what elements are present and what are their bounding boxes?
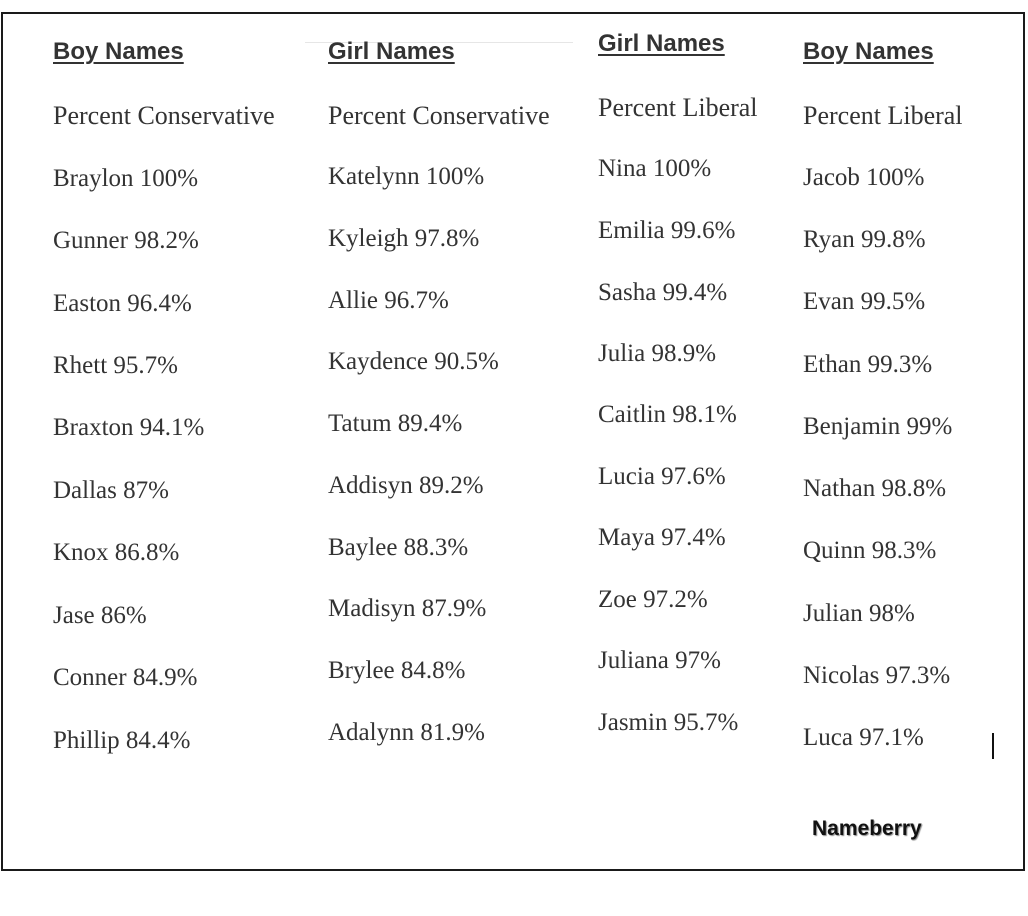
name-entry: Nina 100% xyxy=(598,155,712,182)
name-entry: Brylee 84.8% xyxy=(328,657,466,684)
name-entry: Evan 99.5% xyxy=(803,288,926,315)
name-entry: Emilia 99.6% xyxy=(598,217,736,244)
name-entry: Allie 96.7% xyxy=(328,287,449,314)
name-entry: Julian 98% xyxy=(803,600,915,627)
text-cursor xyxy=(992,733,994,759)
name-entry: Madisyn 87.9% xyxy=(328,595,487,622)
name-entry: Sasha 99.4% xyxy=(598,279,728,306)
name-entry: Quinn 98.3% xyxy=(803,537,937,564)
name-table-frame xyxy=(1,12,1025,871)
column-subheading: Percent Liberal xyxy=(598,93,758,122)
name-entry: Ethan 99.3% xyxy=(803,351,933,378)
name-entry: Adalynn 81.9% xyxy=(328,719,485,746)
name-entry: Easton 96.4% xyxy=(53,290,192,317)
name-entry: Kaydence 90.5% xyxy=(328,348,499,375)
name-entry: Jase 86% xyxy=(53,602,147,629)
name-entry: Nathan 98.8% xyxy=(803,475,947,502)
name-entry: Phillip 84.4% xyxy=(53,727,191,754)
source-credit: Nameberry xyxy=(812,817,922,840)
name-entry: Braylon 100% xyxy=(53,165,199,192)
name-entry: Ryan 99.8% xyxy=(803,226,926,253)
name-entry: Lucia 97.6% xyxy=(598,463,726,490)
name-entry: Benjamin 99% xyxy=(803,413,953,440)
column-heading: Girl Names xyxy=(598,30,725,57)
name-entry: Luca 97.1% xyxy=(803,724,924,751)
name-entry: Baylee 88.3% xyxy=(328,534,469,561)
name-entry: Gunner 98.2% xyxy=(53,227,199,254)
column-heading: Girl Names xyxy=(328,38,455,65)
name-entry: Julia 98.9% xyxy=(598,340,717,367)
name-entry: Juliana 97% xyxy=(598,647,721,674)
name-entry: Tatum 89.4% xyxy=(328,410,463,437)
name-entry: Nicolas 97.3% xyxy=(803,662,951,689)
name-entry: Zoe 97.2% xyxy=(598,586,708,613)
column-subheading: Percent Conservative xyxy=(328,101,550,130)
column-heading: Boy Names xyxy=(53,38,184,65)
name-entry: Maya 97.4% xyxy=(598,524,726,551)
name-entry: Dallas 87% xyxy=(53,477,169,504)
column-subheading: Percent Liberal xyxy=(803,101,963,130)
name-entry: Kyleigh 97.8% xyxy=(328,225,480,252)
name-entry: Knox 86.8% xyxy=(53,539,180,566)
name-entry: Rhett 95.7% xyxy=(53,352,178,379)
name-entry: Caitlin 98.1% xyxy=(598,401,737,428)
name-entry: Braxton 94.1% xyxy=(53,414,205,441)
column-subheading: Percent Conservative xyxy=(53,101,275,130)
column-heading: Boy Names xyxy=(803,38,934,65)
name-entry: Conner 84.9% xyxy=(53,664,198,691)
name-entry: Jasmin 95.7% xyxy=(598,709,739,736)
name-entry: Addisyn 89.2% xyxy=(328,472,484,499)
name-entry: Katelynn 100% xyxy=(328,163,485,190)
name-entry: Jacob 100% xyxy=(803,164,925,191)
